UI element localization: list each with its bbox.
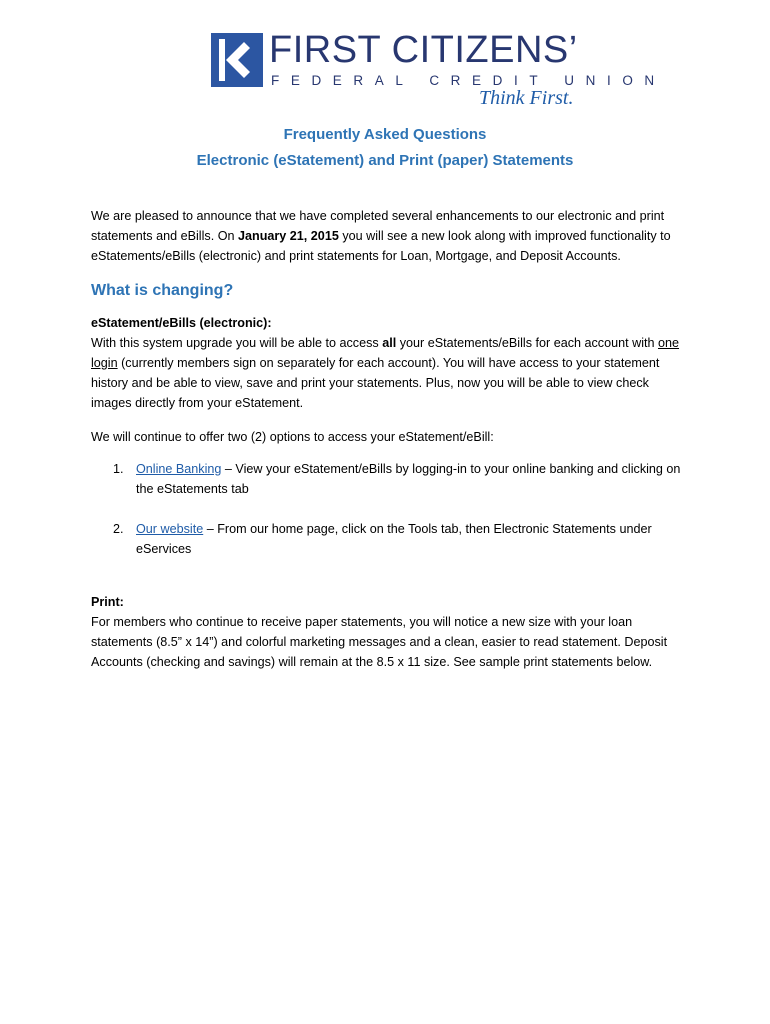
print-heading: Print: (91, 595, 124, 609)
logo-mark-icon (211, 33, 263, 87)
option-2-text: – From our home page, click on the Tools tab, then Electronic Statements under eServices (136, 522, 652, 556)
intro-date: January 21, 2015 (238, 229, 339, 243)
estatement-heading: eStatement/eBills (electronic): (91, 316, 272, 330)
intro-text-2: you will see a new look along with improved functionality to eStatements/eBills (electronic) and print statements for Loan, Mortgage, and Deposit Accounts. (91, 229, 671, 263)
estatement-text-b: your eStatements/eBills for each account with (396, 336, 659, 350)
page-subtitle: Electronic (eStatement) and Print (paper) Statements (196, 152, 574, 169)
our-website-link[interactable]: Our website (136, 522, 204, 536)
option-2-number: 2. (113, 522, 124, 536)
option-2-item (136, 519, 696, 559)
options-intro: We will continue to offer two (2) options to access your eStatement/eBill: (91, 430, 494, 444)
logo-tagline: Think First. (479, 87, 574, 109)
option-1-text: – View your eStatement/eBills by logging-in to your online banking and clicking on the eStatements tab (136, 462, 681, 496)
section-heading-changing: What is changing? (91, 282, 234, 299)
estatement-text-a: With this system upgrade you will be able to access (91, 336, 383, 350)
first-citizens-logo (211, 29, 666, 113)
logo-subtitle: FEDERAL CREDIT UNION (271, 73, 666, 88)
page-title: Frequently Asked Questions (283, 126, 487, 143)
logo-name: FIRST CITIZENS’ (269, 29, 578, 71)
intro-paragraph (91, 206, 691, 266)
option-1-number: 1. (113, 462, 124, 476)
online-banking-link[interactable]: Online Banking (136, 462, 222, 476)
print-paragraph: For members who continue to receive paper statements, you will notice a new size with your loan statements (8.5” x 14”) and colorful marketing messages and a clean, easier to read statement. Deposit Accounts (checking and savings) will remain at the 8.5 x 11 size. See sample print statements below. (91, 615, 668, 669)
estatement-text-c: (currently members sign on separately for each account). You will have access to your statement history and be able to view, save and print your statements. Plus, now you will be able to view check images directly from your eStatement. (91, 356, 660, 410)
option-1-item (136, 459, 696, 499)
estatement-one-login: one login (91, 336, 680, 370)
estatement-paragraph (91, 333, 691, 413)
estatement-bold-all: all (382, 336, 397, 350)
intro-text-1: We are pleased to announce that we have completed several enhancements to our electronic and print statements and eBills. On (91, 209, 665, 243)
